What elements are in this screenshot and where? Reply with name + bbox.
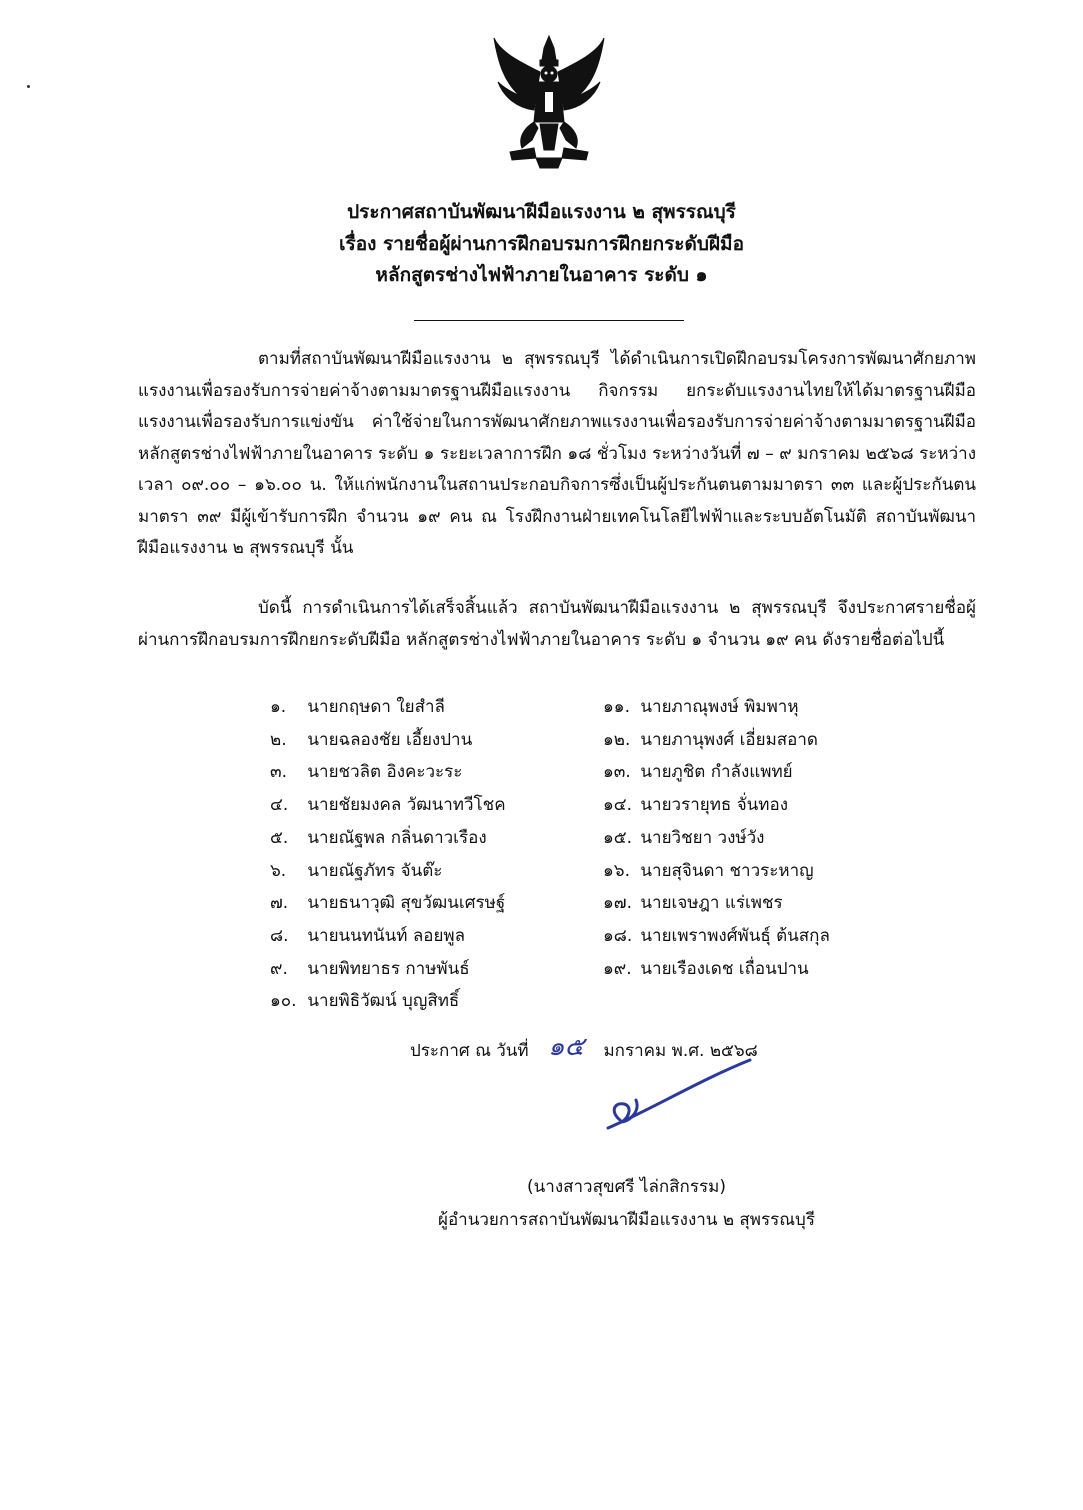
name-number: ๑๘. [603,925,633,946]
name-number: ๑. [270,697,287,717]
name-number: ๗. [270,893,289,914]
name-list-item [603,857,814,884]
name-list-item [270,955,470,982]
person-name: นายธนาวุฒิ สุขวัฒนเศรษฐ์ [307,893,506,914]
name-number: ๑๙. [603,958,632,979]
name-number: ๑๕. [603,827,633,848]
name-number: ๑๖. [603,860,630,881]
name-number: ๑๗. [603,893,632,914]
name-list-item [270,726,472,753]
announcement-prefix: ประกาศ ณ วันที่ [410,1041,529,1061]
name-list-item [270,987,459,1014]
name-number: ๙. [270,958,288,979]
person-name: นายเจษฎา แร่เพชร [640,893,783,914]
person-name: นายวรายุทธ จั่นทอง [640,795,789,816]
person-name: นายสุจินดา ชาวระหาญ [640,860,814,881]
name-list-item [603,824,764,851]
announcement-month-year: มกราคม พ.ศ. ๒๕๖๘ [603,1041,758,1061]
heading-line-2: เรื่อง รายชื่อผู้ผ่านการฝึกอบรมการฝึกยกระดับฝีมือ [339,233,744,255]
name-number: ๖. [270,860,287,881]
person-name: นายฉลองชัย เอี้ยงปาน [307,729,473,750]
person-name: นายภูชิต กำลังแพทย์ [640,762,793,783]
garuda-emblem-icon [490,32,608,172]
name-list-item [270,857,442,884]
name-number: ๑๑. [603,697,630,717]
body-paragraph-1: ตามที่สถาบันพัฒนาฝีมือแรงงาน ๒ สุพรรณบุรี ได้ดำเนินการเปิดฝึกอบรมโครงการพัฒนาศักยภาพแรงงานเพื่อรองรับการจ่ายค่าจ้างตามมาตรฐานฝีมือแรงงาน กิจกรรม ยกระดับแรงงานไทยให้ได้มาตรฐานฝีมือแรงงานเพื่อรองรับการแข่งขัน ค่าใช้จ่ายในการพัฒนาศักยภาพแรงงานเพื่อรองรับการจ่ายค่าจ้างตามมาตรฐานฝีมือ หลักสูตรช่างไฟฟ้าภายในอาคาร ระดับ ๑ ระยะเวลาการฝึก ๑๘ ชั่วโมง ระหว่างวันที่ ๗ – ๙ มกราคม ๒๕๖๘ ระหว่างเวลา ๐๙.๐๐ – ๑๖.๐๐ น. ให้แก่พนักงานในสถานประกอบกิจการซึ่งเป็นผู้ประกันตนตามมาตรา ๓๓ และผู้ประกันตนมาตรา ๓๙ มีผู้เข้ารับการฝึก จำนวน ๑๙ คน ณ โรงฝึกงานฝ่ายเทคโนโลยีไฟฟ้าและระบบอัตโนมัติ สถาบันพัฒนาฝีมือแรงงาน ๒ สุพรรณบุรี นั้น [138,349,976,558]
person-name: นายณัฐภัทร จันต๊ะ [307,860,443,881]
signer-position: ผู้อำนวยการสถาบันพัฒนาฝีมือแรงงาน ๒ สุพรรณบุรี [438,1210,815,1230]
person-name: นายกฤษดา ใยสำลี [307,697,445,717]
heading-line-1: ประกาศสถาบันพัฒนาฝีมือแรงงาน ๒ สุพรรณบุรี [347,201,736,223]
person-name: นายชัยมงคล วัฒนาทวีโชค [307,795,506,816]
name-list-item [603,791,788,818]
person-name: นายเรืองเดช เถื่อนปาน [640,958,809,979]
name-list-item [270,693,445,720]
person-name: นายภานุพงศ์ เอี่ยมสอาด [640,729,818,750]
person-name: นายเพราพงศ์พันธุ์ ต้นสกุล [640,925,830,946]
name-list-item [603,955,809,982]
name-number: ๓. [270,762,288,783]
name-number: ๑๒. [603,729,631,750]
name-list-item [270,922,465,949]
signature-icon [600,1050,760,1140]
stray-dot [27,85,30,88]
name-number: ๑๐. [270,991,297,1012]
signer-name: (นางสาวสุขศรี ไล่กสิกรรม) [527,1177,726,1197]
name-list-item [270,758,462,785]
name-list-item [270,889,505,916]
person-name: นายนนทนันท์ ลอยพูล [307,925,466,946]
handwritten-day: ๑๕ [548,1032,585,1062]
name-number: ๒. [270,729,287,750]
name-list-item [270,791,506,818]
name-list-item [603,922,830,949]
person-name: นายพิธิวัฒน์ บุญสิทธิ์ [307,991,460,1012]
person-name: นายภาณุพงษ์ พิมพาหุ [640,697,799,717]
name-list-item [270,824,487,851]
name-number: ๑๓. [603,762,631,783]
name-number: ๘. [270,925,289,946]
person-name: นายวิชยา วงษ์วัง [640,827,765,848]
name-list-item [603,889,783,916]
person-name: นายพิทยาธร กาษพันธ์ [307,958,470,979]
name-list-item [603,693,799,720]
name-number: ๔. [270,795,289,816]
body-paragraph-2: บัดนี้ การดำเนินการได้เสร็จสิ้นแล้ว สถาบันพัฒนาฝีมือแรงงาน ๒ สุพรรณบุรี จึงประกาศรายชื่อผู้ผ่านการฝึกอบรมการฝึกยกระดับฝีมือ หลักสูตรช่างไฟฟ้าภายในอาคาร ระดับ ๑ จำนวน ๑๙ คน ดังรายชื่อต่อไปนี้ [138,598,976,650]
heading-line-3: หลักสูตรช่างไฟฟ้าภายในอาคาร ระดับ ๑ [375,264,708,286]
name-list-item [603,758,793,785]
name-number: ๕. [270,827,289,848]
name-list-item [603,726,818,753]
person-name: นายชวลิต อิงคะวะระ [307,762,463,783]
heading-divider [414,320,684,321]
person-name: นายณัฐพล กลิ่นดาวเรือง [307,827,487,848]
name-number: ๑๔. [603,795,633,816]
